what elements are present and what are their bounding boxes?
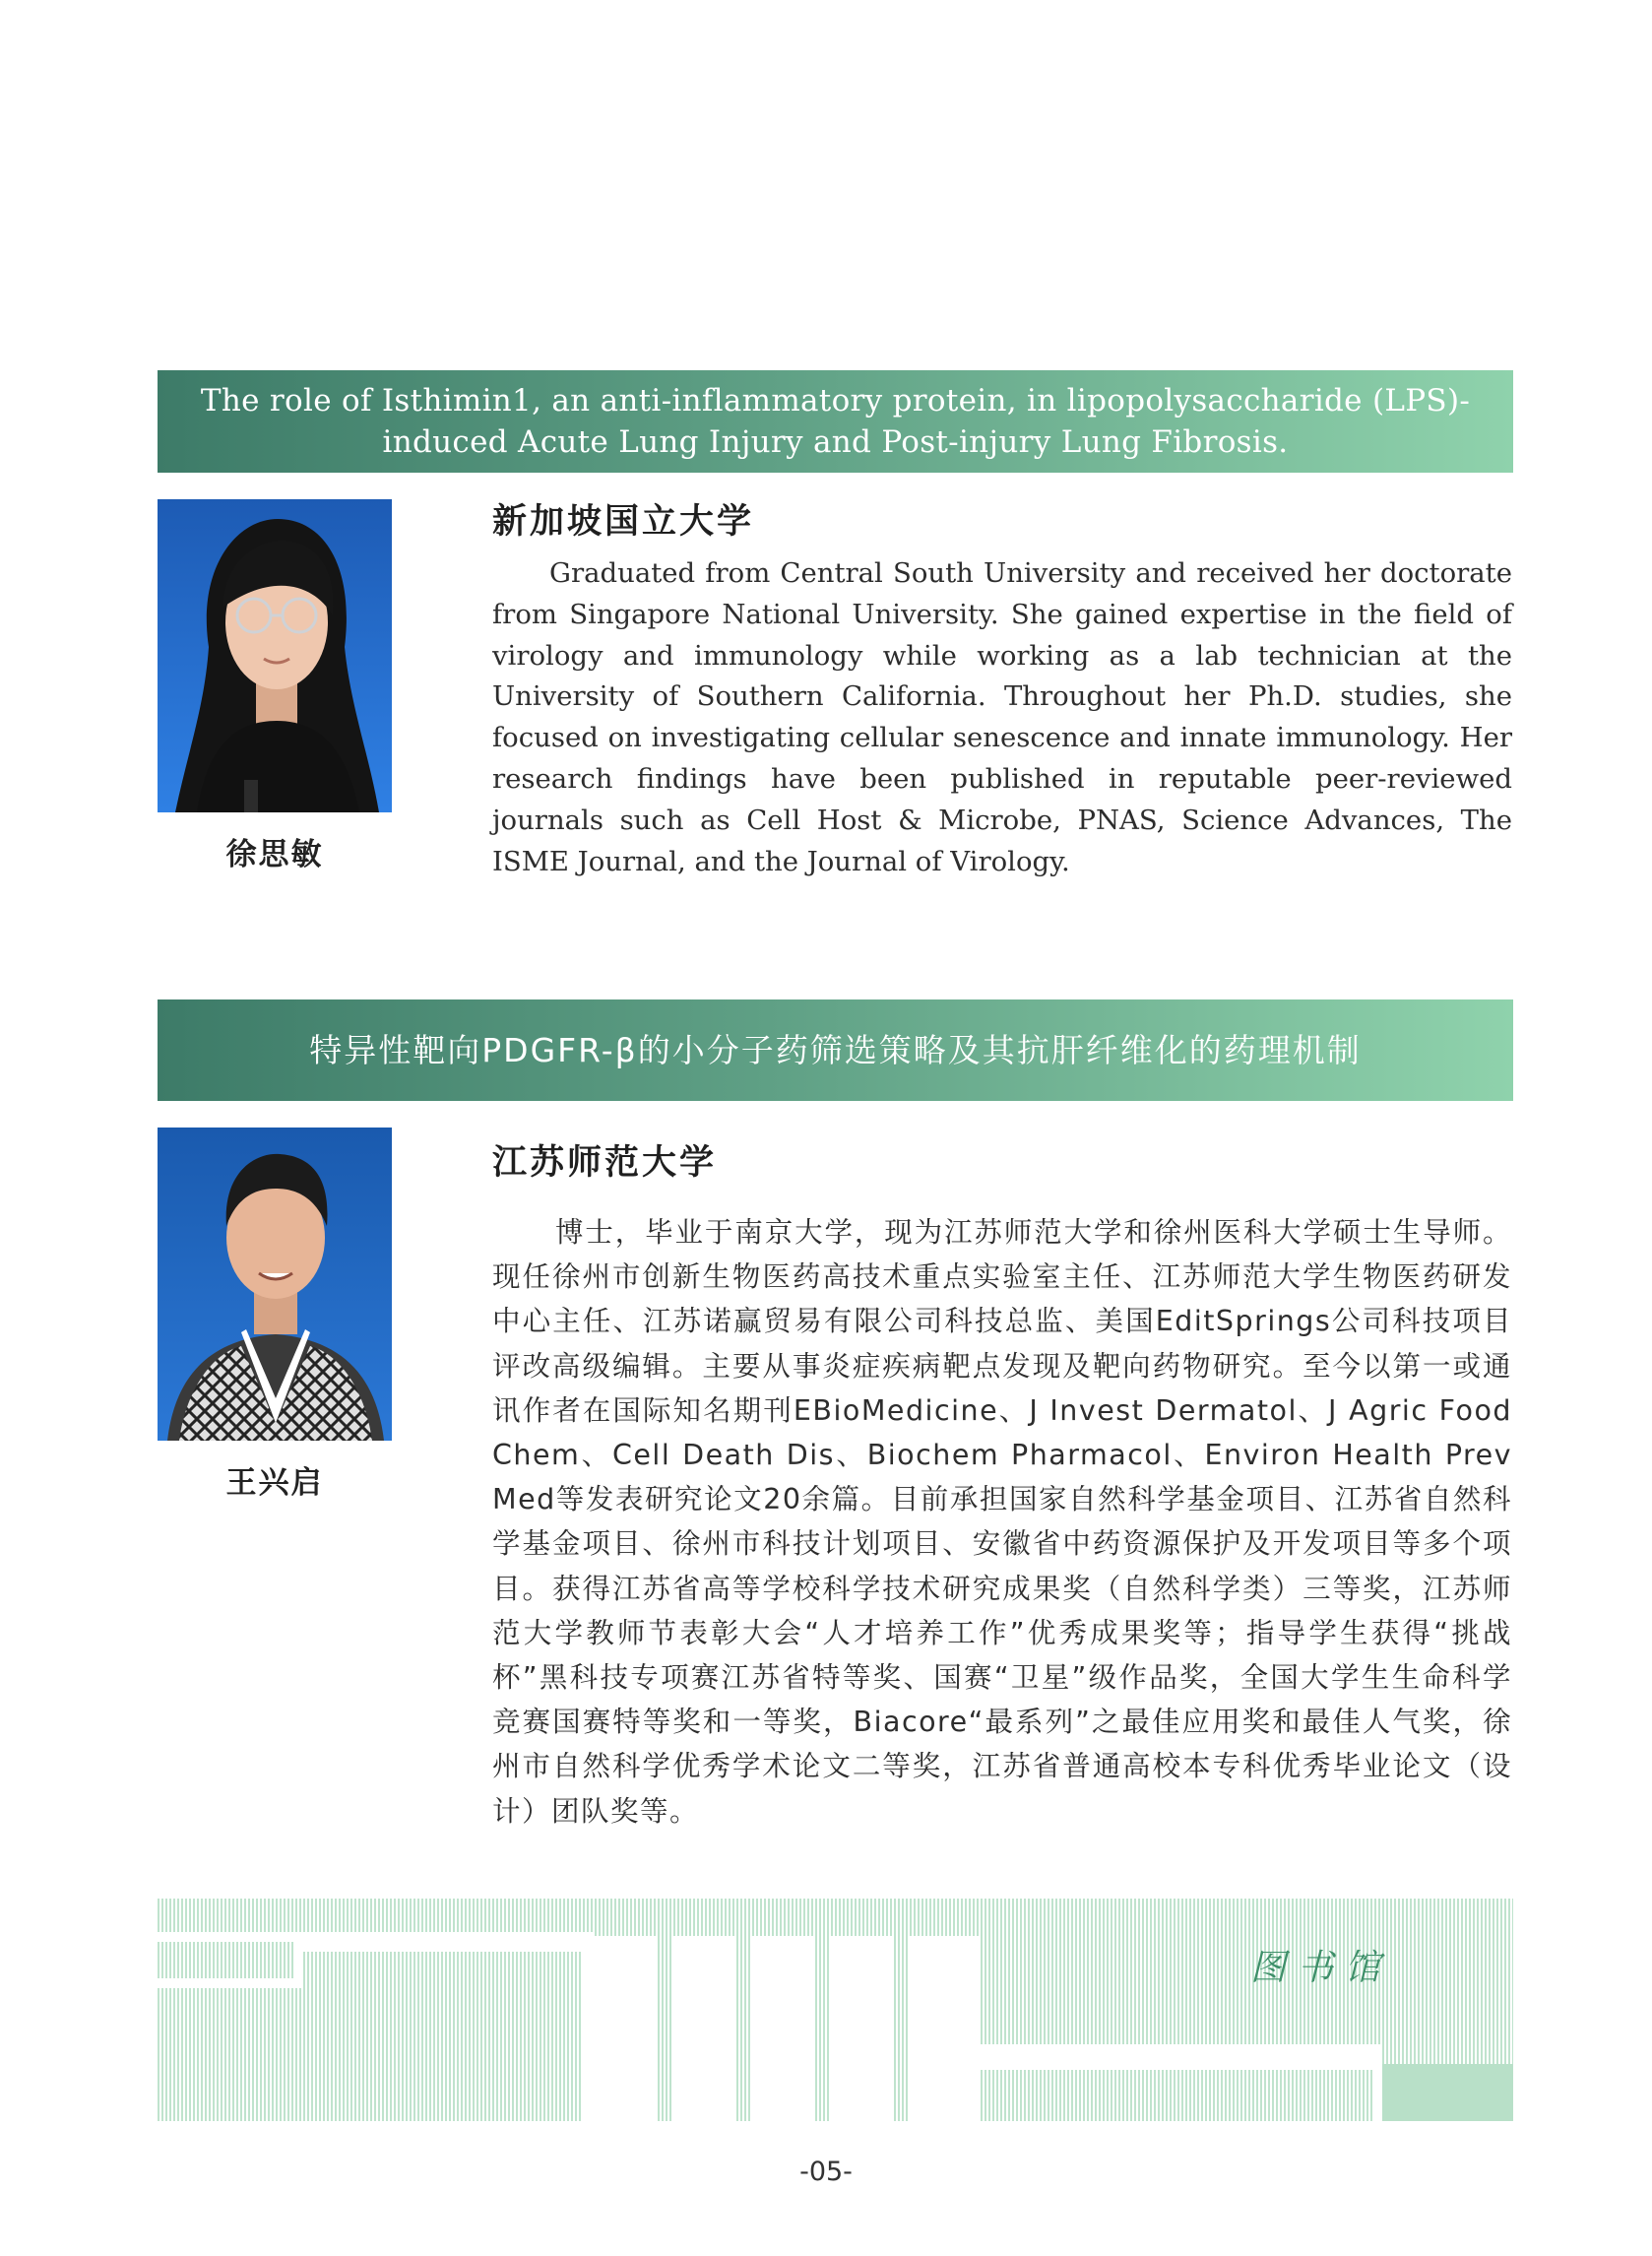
page-number: -05- <box>799 2157 853 2187</box>
speaker-bio: Graduated from Central South University and received her doctorate from Singapore National University. She gained expertise in the field of virology and immunology while working as a lab technician at the University of Southern California. Throughout her Ph.D. studies, she focused on investigating cellular senescence and innate immunology. Her research findings have been published in reputable peer-reviewed journals such as Cell Host & Microbe, PNAS, Science Advances, The ISME Journal, and the Journal of Virology. <box>492 557 1512 877</box>
speaker-name: 徐思敏 <box>225 837 324 872</box>
talk-title-banner <box>158 999 1513 1101</box>
speaker-affiliation: 江苏师范大学 <box>492 1143 718 1183</box>
talk-title: 特异性靶向PDGFR-β的小分子药筛选策略及其抗肝纤维化的药理机制 <box>309 1030 1362 1069</box>
speaker-affiliation: 新加坡国立大学 <box>492 502 755 542</box>
speaker-portrait-image <box>158 499 392 812</box>
speaker-photo <box>158 499 392 812</box>
library-decoration <box>158 1899 1513 2121</box>
library-logo-text: 图书馆 <box>1250 1948 1393 1988</box>
speaker-portrait-image <box>158 1128 392 1441</box>
talk-title: The role of Isthimin1, an anti-inflammatory protein, in lipopolysaccharide (LPS)-induced Acute Lung Injury and Post-injury Lung Fibrosis. <box>200 383 1471 460</box>
talk-title-banner <box>158 370 1513 473</box>
speaker-name: 王兴启 <box>225 1465 324 1501</box>
speaker-bio: 博士，毕业于南京大学，现为江苏师范大学和徐州医科大学硕士生导师。现任徐州市创新生物医药高技术重点实验室主任、江苏师范大学生物医药研发中心主任、江苏诺赢贸易有限公司科技总监、美国EditSprings公司科技项目评改高级编辑。主要从事炎症疾病靶点发现及靶向药物研究。至今以第一或通讯作者在国际知名期刊EBioMedicine、J Invest Dermatol、J Agric Food Chem、Cell Death Dis、Biochem Pharmacol、Environ Health Prev Med等发表研究论文20余篇。目前承担国家自然科学基金项目、江苏省自然科学基金项目、徐州市科技计划项目、安徽省中药资源保护及开发项目等多个项目。获得江苏省高等学校科学技术研究成果奖（自然科学类）三等奖，江苏师范大学教师节表彰大会“人才培养工作”优秀成果奖等；指导学生获得“挑战杯”黑科技专项赛江苏省特等奖、国赛“卫星”级作品奖，全国大学生生命科学竞赛国赛特等奖和一等奖，Biacore“最系列”之最佳应用奖和最佳人气奖，徐州市自然科学优秀学术论文二等奖，江苏省普通高校本专科优秀毕业论文（设计）团队奖等。 <box>492 1216 1512 1828</box>
speaker-photo <box>158 1128 392 1441</box>
